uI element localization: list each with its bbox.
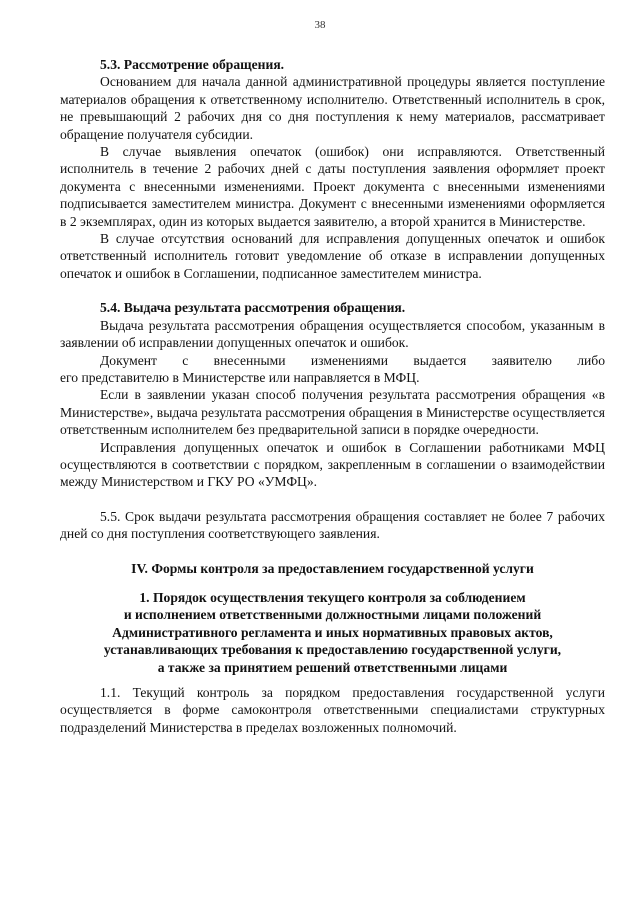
chapter-4-subtitle-line: устанавливающих требования к предоставлению государственной услуги, [103,642,562,658]
chapter-4-subtitle-line: а также за принятием решений ответственными лицами [157,659,508,675]
page-content [60,0,605,736]
section-5-5-paragraph: 5.5. Срок выдачи результата рассмотрения обращения составляет не более 7 рабочих дней со дня поступления соответствующего заявления. [60,508,605,542]
page-number: 38 [314,19,326,31]
section-5-3-paragraph-1: Основанием для начала данной административной процедуры является поступление материалов обращения к ответственному исполнителю. Ответственный исполнитель в срок, не превышающий 2 рабочих дня со дня поступления к нему материалов, рассматривает обращение получателя субсидии. [60,74,605,142]
chapter-4-title: IV. Формы контроля за предоставлением государственной услуги [131,560,534,576]
chapter-4-subtitle-line: 1. Порядок осуществления текущего контроля за соблюдением [139,589,526,605]
spacer [60,491,605,508]
chapter-4-subtitle [60,589,605,676]
chapter-4-subtitle-line: Административного регламента и иных нормативных правовых актов, [112,624,553,640]
spacer [60,282,605,299]
section-5-4-paragraph-2-first-line: Документ с внесенными изменениями выдается заявителю либо [100,352,605,368]
section-5-4-heading: 5.4. Выдача результата рассмотрения обращения. [100,300,406,316]
section-5-4-paragraph-1: Выдача результата рассмотрения обращения осуществляется способом, указанным в заявлении об исправлении допущенных опечаток и ошибок. [60,317,605,351]
spacer [60,543,605,560]
chapter-4-subtitle-line: и исполнением ответственными должностными лицами положений [123,607,542,623]
spacer [60,676,605,684]
section-5-4-paragraph-4: Исправления допущенных опечаток и ошибок в Соглашении работниками МФЦ осуществляются в соответствии с порядком, закрепленным в соглашении о взаимодействии между Министерством и ГКУ РО «УМФЦ». [60,439,605,490]
section-5-4-paragraph-2-rest: его представителю в Министерстве или направляется в МФЦ. [60,369,420,385]
section-5-3-paragraph-3: В случае отсутствия оснований для исправления допущенных опечаток и ошибок ответственный исполнитель готовит уведомление об отказе в исправлении допущенных опечаток и ошибок в Соглашении, подписанное заместителем министра. [60,231,605,281]
chapter-4-paragraph-1-1: 1.1. Текущий контроль за порядком предоставления государственной услуги осуществляется в форме самоконтроля ответственными специалистами структурных подразделений Министерства в пределах возложенных полномочий. [60,685,605,735]
spacer [60,577,605,589]
section-5-4-paragraph-3: Если в заявлении указан способ получения результата рассмотрения обращения «в Министерстве», выдача результата рассмотрения обращения в Министерстве осуществляется ответственным исполнителем без предварительной записи в порядке очередности. [60,387,605,438]
section-5-3-paragraph-2: В случае выявления опечаток (ошибок) они исправляются. Ответственный исполнитель в течение 2 рабочих дней с даты поступления заявления оформляет проект документа с внесенными изменениями. Проект документа с внесенными изменениями подписывается заместителем министра. Документ с внесенными изменениями оформляется в 2 экземплярах, один из которых выдается заявителю, а второй хранится в Министерстве. [60,144,605,229]
section-5-3-heading: 5.3. Рассмотрение обращения. [100,57,285,72]
